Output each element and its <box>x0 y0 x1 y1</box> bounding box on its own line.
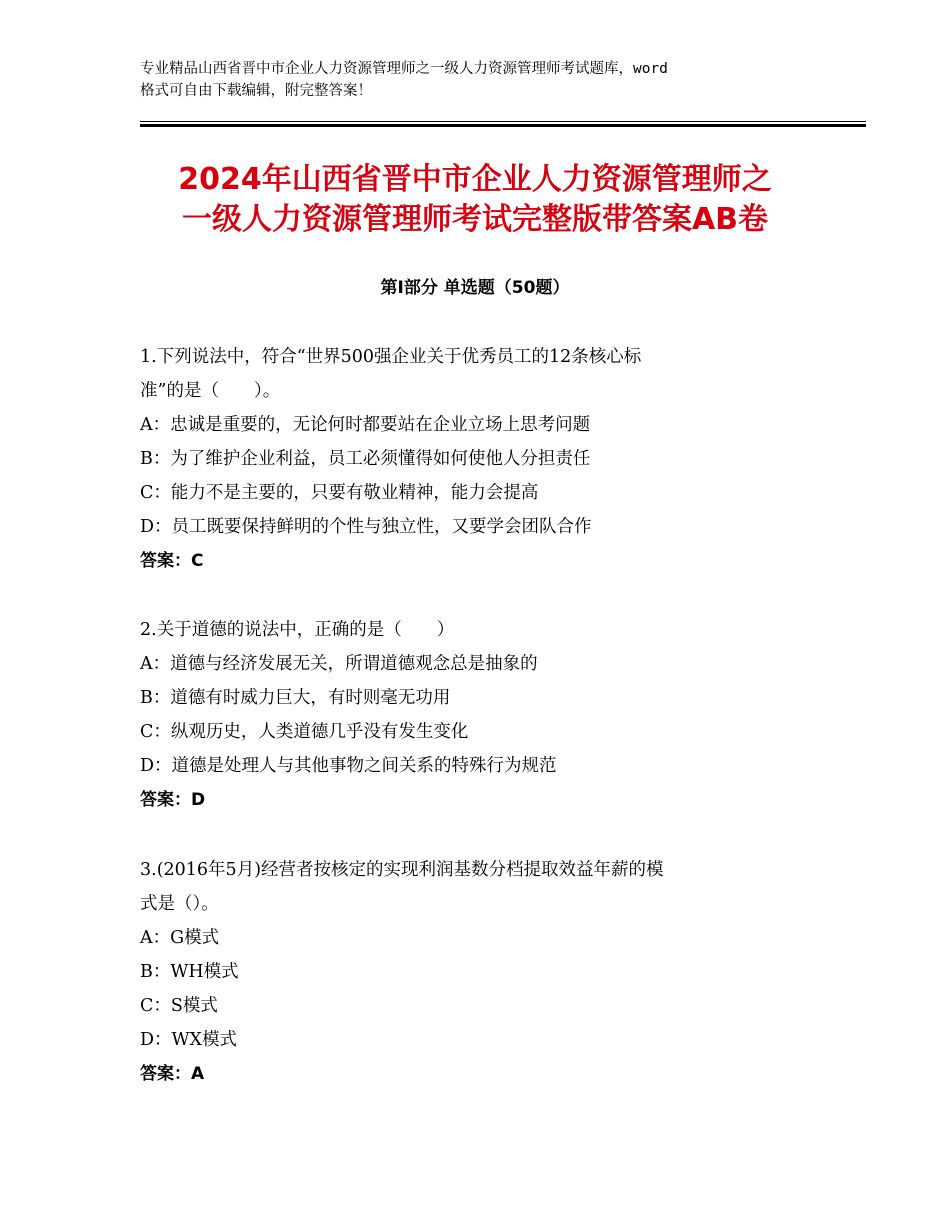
answer: 答案：D <box>140 790 206 810</box>
question-stem: 式是（）。 <box>140 894 219 914</box>
document-title-line: 一级人力资源管理师考试完整版带答案AB卷 <box>181 202 769 237</box>
document-title-line: 2024年山西省晋中市企业人力资源管理师之 <box>178 162 772 197</box>
answer: 答案：C <box>140 551 204 571</box>
option-d: D：道德是处理人与其他事物之间关系的特殊行为规范 <box>140 756 557 776</box>
section-title: 第Ⅰ部分 单选题（50题） <box>380 278 570 298</box>
question-stem: 3.(2016年5月)经营者按核定的实现利润基数分档提取效益年薪的模 <box>140 860 664 880</box>
option-b: B：为了维护企业利益，员工必须懂得如何使他人分担责任 <box>140 449 591 469</box>
document-title <box>0 160 950 240</box>
option-c: C：纵观历史，人类道德几乎没有发生变化 <box>140 722 469 742</box>
question-stem: 2.关于道德的说法中，正确的是（ ） <box>140 620 455 640</box>
option-b: B：道德有时威力巨大，有时则毫无功用 <box>140 688 451 708</box>
header-note-line: 专业精品山西省晋中市企业人力资源管理师之一级人力资源管理师考试题库，word <box>140 61 668 77</box>
option-b: B：WH模式 <box>140 962 239 982</box>
option-c: C：能力不是主要的，只要有敬业精神，能力会提高 <box>140 483 539 503</box>
header-note-line: 格式可自由下载编辑，附完整答案！ <box>140 83 372 99</box>
option-d: D：员工既要保持鲜明的个性与独立性，又要学会团队合作 <box>140 517 592 537</box>
question-stem: 准”的是（ ）。 <box>140 381 281 401</box>
option-c: C：S模式 <box>140 996 218 1016</box>
option-a: A：G模式 <box>140 928 220 948</box>
option-d: D：WX模式 <box>140 1030 237 1050</box>
header-divider-thin <box>140 121 866 122</box>
header-note <box>140 58 830 102</box>
question-1 <box>140 340 820 578</box>
option-a: A：道德与经济发展无关，所谓道德观念总是抽象的 <box>140 654 538 674</box>
question-2 <box>140 613 820 817</box>
question-3 <box>140 853 820 1091</box>
option-a: A：忠诚是重要的，无论何时都要站在企业立场上思考问题 <box>140 415 591 435</box>
header-divider-thick <box>140 124 866 127</box>
answer: 答案：A <box>140 1064 205 1084</box>
question-stem: 1.下列说法中，符合“世界500强企业关于优秀员工的12条核心标 <box>140 347 642 367</box>
